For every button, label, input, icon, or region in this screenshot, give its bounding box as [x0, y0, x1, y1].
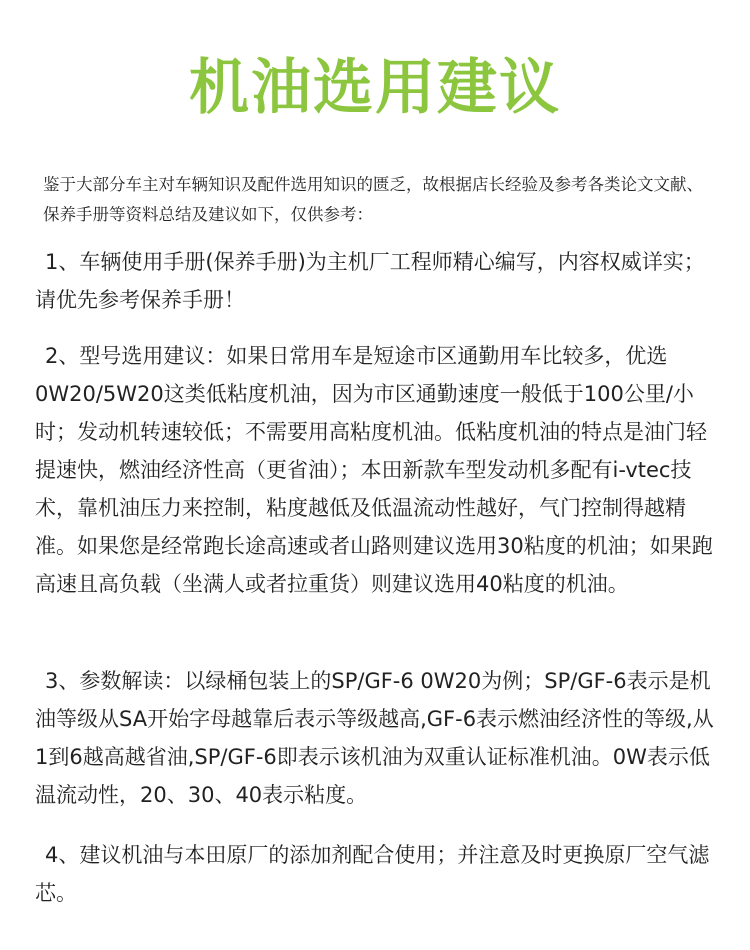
section-3 [35, 662, 720, 814]
section-3-text: 参数解读：以绿桶包装上的SP/GF-6 0W20为例；SP/GF-6表示是机油等级从SA开始字母越靠后表示等级越高,GF-6表示燃油经济性的等级,从1到6越高越省油,SP/GF-6即表示该机油为双重认证标准机油。0W表示低温流动性，20、30、40表示粘度。 [35, 669, 714, 807]
section-2 [35, 337, 720, 603]
section-4-text: 建议机油与本田原厂的添加剂配合使用；并注意及时更换原厂空气滤芯。 [35, 843, 710, 905]
section-4 [35, 836, 720, 912]
section-1-number: 1、 [45, 250, 80, 274]
section-4-number: 4、 [45, 843, 80, 867]
section-1-text: 车辆使用手册(保养手册)为主机厂工程师精心编写，内容权威详实；请优先参考保养手册！ [35, 250, 705, 312]
page-title: 机油选用建议 [189, 53, 561, 123]
section-2-text: 型号选用建议：如果日常用车是短途市区通勤用车比较多，优选0W20/5W20这类低粘度机油，因为市区通勤速度一般低于100公里/小时；发动机转速较低；不需要用高粘度机油。低粘度机油的特点是油门轻提速快，燃油经济性高（更省油）；本田新款车型发动机多配有i-vtec技术，靠机油压力来控制，粘度越低及低温流动性越好，气门控制得越精准。如果您是经常跑长途高速或者山路则建议选用30粘度的机油；如果跑高速且高负载（坐满人或者拉重货）则建议选用40粘度的机油。 [35, 344, 713, 596]
section-1 [35, 243, 720, 319]
section-3-number: 3、 [45, 669, 80, 693]
section-2-number: 2、 [45, 344, 80, 368]
intro-paragraph: 鉴于大部分车主对车辆知识及配件选用知识的匮乏，故根据店长经验及参考各类论文文献、保养手册等资料总结及建议如下，仅供参考： [43, 175, 703, 224]
